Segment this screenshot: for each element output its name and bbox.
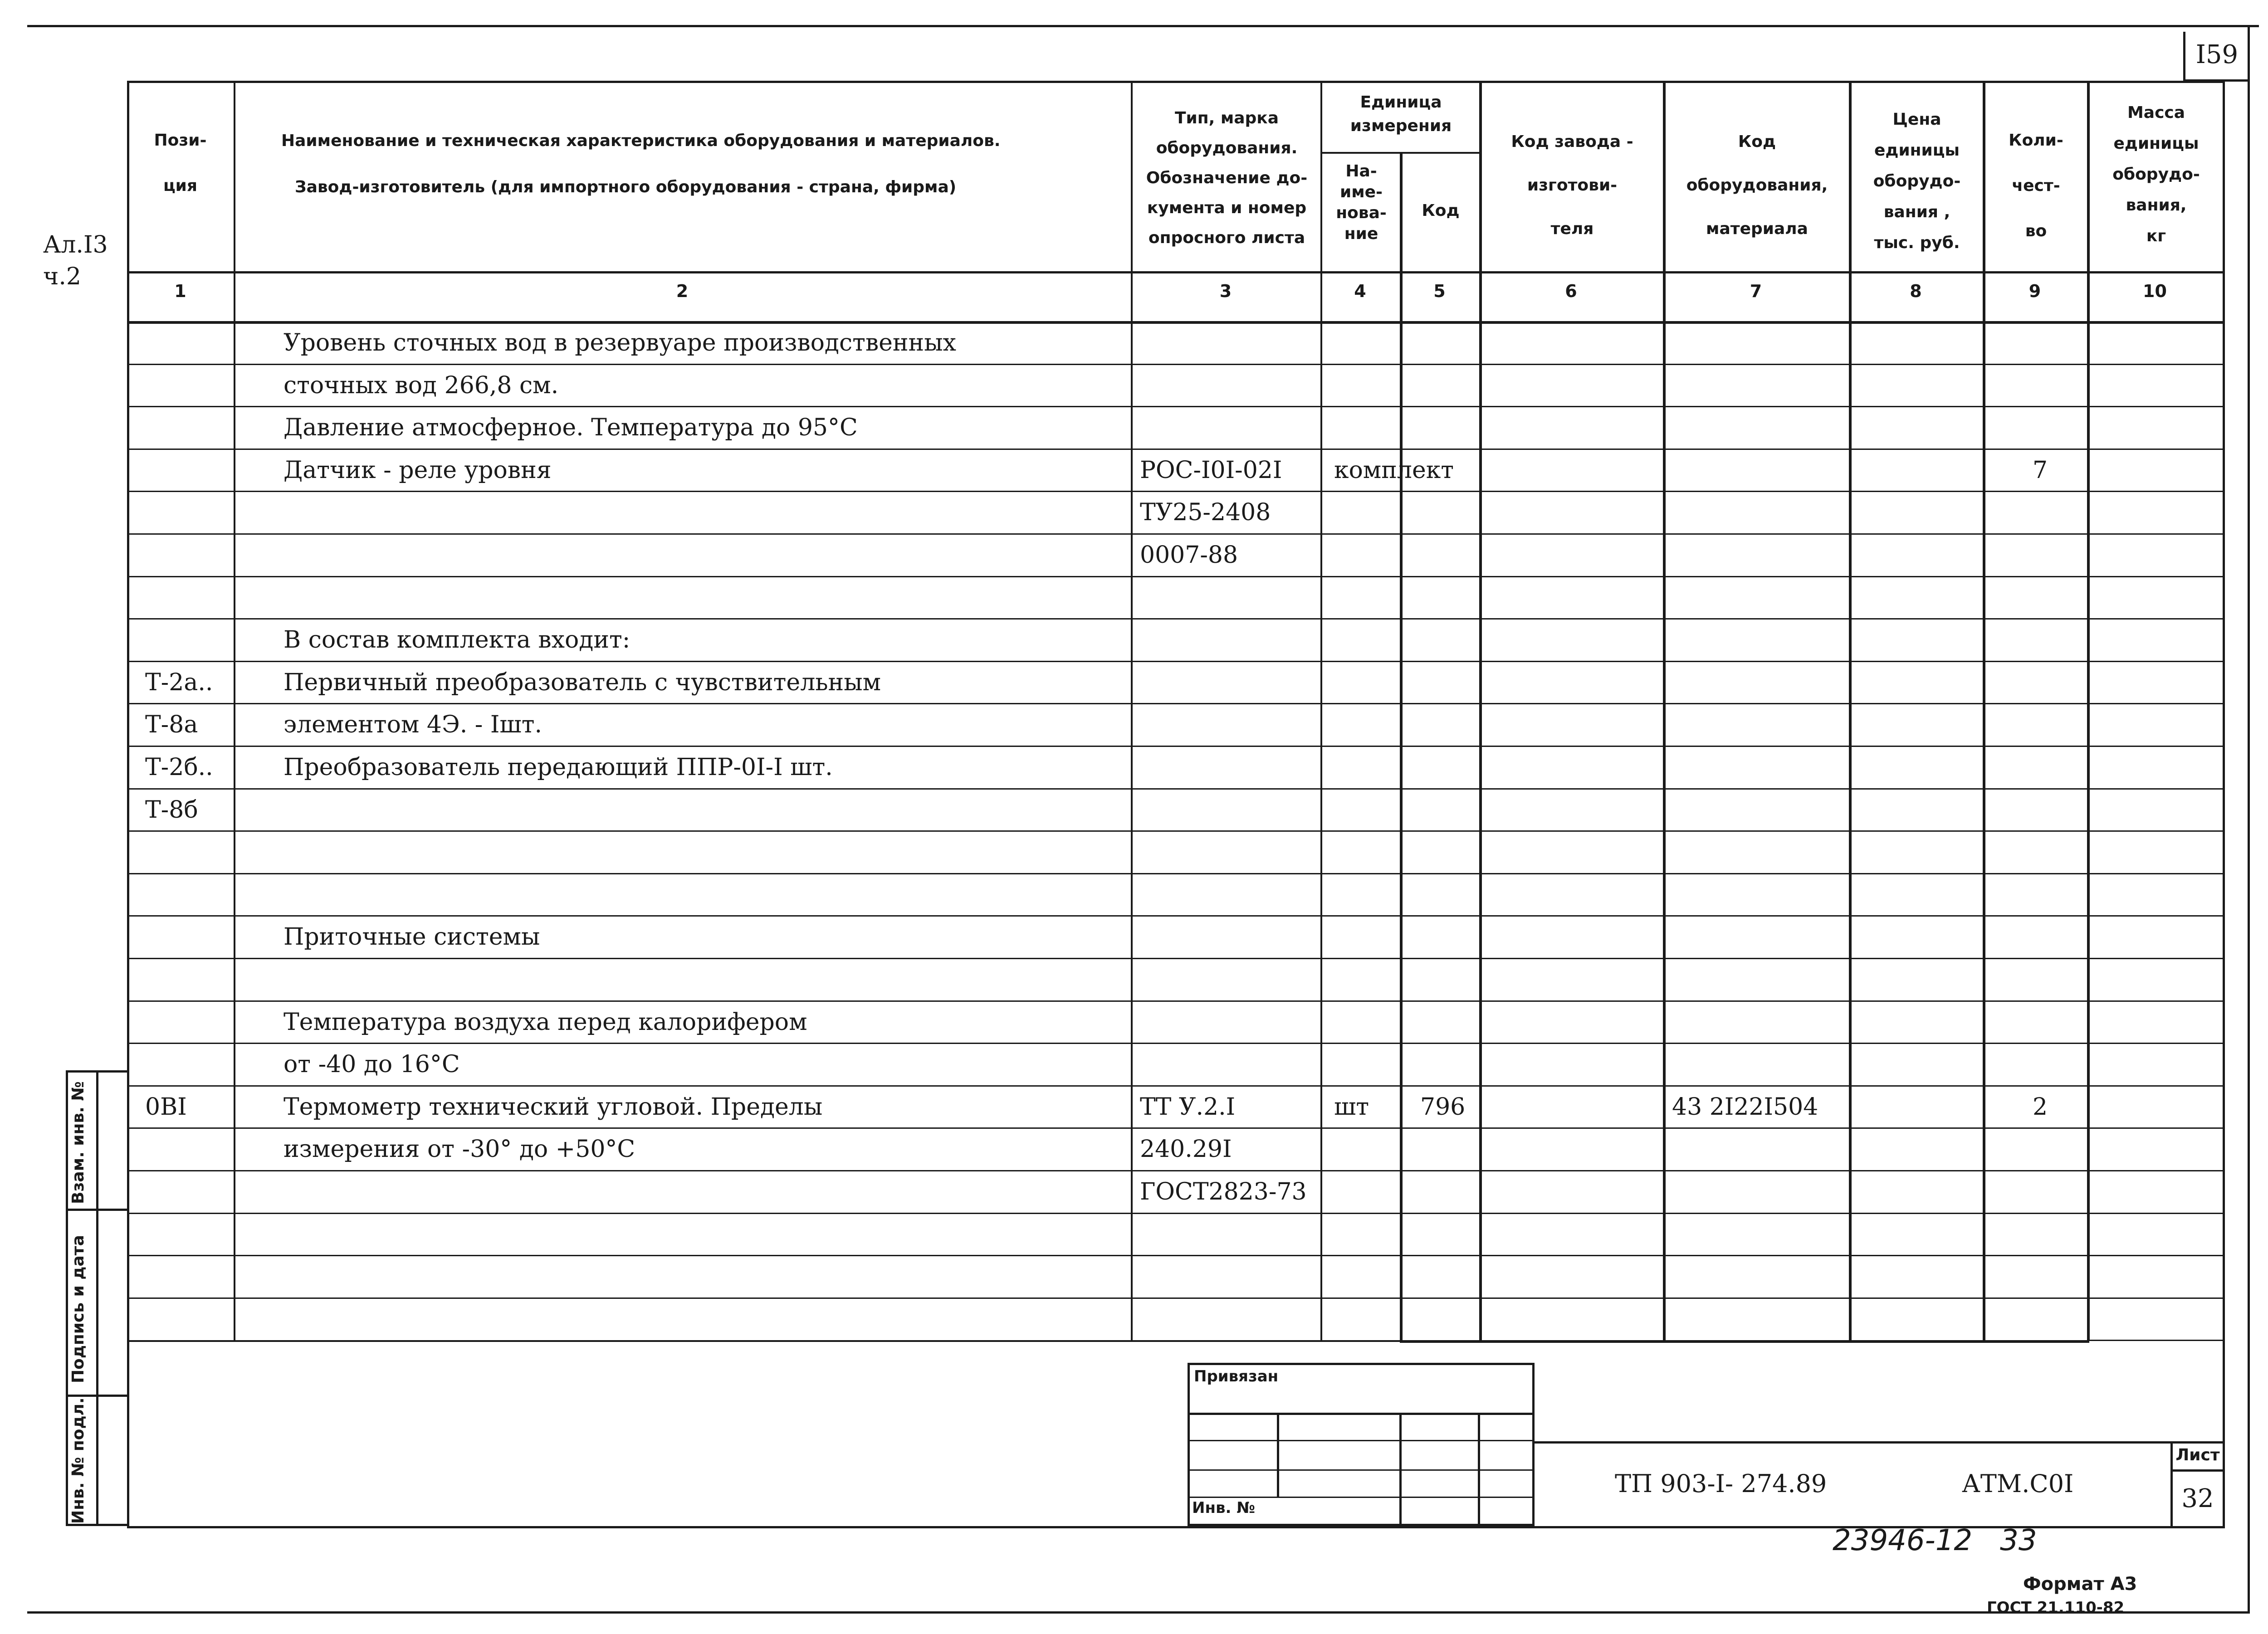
row-separator [127, 618, 2223, 619]
row-separator [127, 1255, 2223, 1256]
table-right-line [2223, 81, 2225, 1526]
column-number: 4 [1354, 281, 1366, 301]
body-bottom-line-right [2087, 1340, 2223, 1341]
row-separator [127, 703, 2223, 704]
row-separator [127, 1213, 2223, 1214]
row-separator [127, 364, 2223, 365]
title-top-line [1535, 1441, 2223, 1444]
table-top-line [127, 81, 2225, 83]
column-number: 7 [1750, 281, 1762, 301]
column-line-6 [1663, 81, 1666, 1340]
column-line-7 [1849, 81, 1852, 1340]
binding-row-1 [1188, 1413, 1535, 1415]
body-bottom-line-left [127, 1340, 1400, 1342]
sheet-label: Лист [2175, 1446, 2220, 1464]
header-mass: Масса единицы оборудо- вания, кг [2112, 103, 2200, 245]
cell-name: Давление атмосферное. Температура до 95°С [284, 414, 858, 442]
row-separator [127, 830, 2223, 832]
row-separator [127, 958, 2223, 959]
header-position: Пози- ция [154, 131, 207, 195]
top-border [27, 25, 2259, 27]
header-name-line2: Завод-изготовитель (для импортного оборудования - страна, фирма) [295, 178, 957, 196]
column-number: 5 [1433, 281, 1446, 301]
format-label: Формат А3 [2023, 1574, 2137, 1595]
side-stamp-row-1 [66, 1209, 129, 1211]
side-stamp-row-2 [66, 1395, 129, 1397]
cell-name: от -40 до 16°С [284, 1051, 460, 1078]
header-bottom-line [127, 271, 2223, 273]
side-note-line1: Ал.I3 [43, 231, 108, 259]
sign-date-label: Подпись и дата [69, 1235, 88, 1383]
binding-row-2 [1188, 1440, 1535, 1441]
cell-name: В состав комплекта входит: [284, 626, 631, 654]
header-name-line1: Наименование и техническая характеристика оборудования и материалов. [281, 132, 1001, 150]
header-unit-group: Единица измерения [1350, 93, 1452, 135]
header-equipment-code: Код оборудования, материала [1686, 132, 1828, 238]
numbers-bottom-line [127, 321, 2223, 324]
gost-label: ГОСТ 21.110-82 [1987, 1599, 2125, 1617]
row-separator [127, 449, 2223, 450]
column-line-1 [234, 81, 235, 1340]
column-number: 10 [2143, 281, 2167, 301]
column-number: 6 [1565, 281, 1577, 301]
cell-type: 0007-88 [1140, 541, 1238, 569]
binding-row-4 [1188, 1497, 1535, 1498]
right-border [2248, 25, 2250, 1612]
header-unit-code: Код [1422, 201, 1460, 220]
row-separator [127, 661, 2223, 662]
header-factory-code: Код завода - изготови- теля [1511, 132, 1633, 238]
header-quantity: Коли- чест- во [2009, 131, 2063, 240]
column-number: 9 [2028, 281, 2041, 301]
bound-label: Привязан [1194, 1367, 1279, 1385]
cell-type: ТТ У.2.I [1140, 1093, 1236, 1121]
cell-name: Преобразователь передающий ППР-0I-I шт. [284, 754, 833, 781]
column-number: 8 [1910, 281, 1922, 301]
side-stamp-divider [96, 1070, 98, 1526]
cell-type: РОС-I0I-02I [1140, 456, 1282, 484]
cell-position: 0BI [145, 1093, 187, 1121]
column-number: 2 [676, 281, 689, 301]
row-separator [127, 873, 2223, 874]
page-number: I59 [2195, 40, 2239, 69]
header-unit-name: На- име- нова- ние [1336, 162, 1387, 243]
header-price: Цена единицы оборудо- вания , тыс. руб. [1873, 110, 1961, 252]
sheet-number: 32 [2181, 1484, 2214, 1513]
row-separator [127, 1085, 2223, 1087]
column-number: 3 [1219, 281, 1232, 301]
sheet-box-divider [2170, 1469, 2223, 1472]
cell-unit: шт [1334, 1093, 1369, 1121]
column-line-2 [1131, 81, 1133, 1340]
row-separator [127, 1297, 2223, 1299]
binding-col-2 [1399, 1413, 1402, 1526]
cell-type: 240.29I [1140, 1136, 1232, 1163]
cell-quantity: 2 [2033, 1093, 2048, 1121]
document-code: ТП 903-I- 274.89 [1615, 1469, 1827, 1498]
row-separator [127, 788, 2223, 790]
binding-col-3 [1478, 1413, 1480, 1526]
column-line-8 [1983, 81, 1985, 1340]
column-line-5 [1479, 81, 1482, 1340]
cell-quantity: 7 [2033, 456, 2048, 484]
cell-name: Первичный преобразователь с чувствительным [284, 668, 881, 696]
binding-col-1 [1277, 1413, 1279, 1497]
cell-name: измерения от -30° до +50°С [284, 1136, 635, 1163]
handwritten-number: 23946-12 33 [1833, 1524, 2037, 1557]
cell-position: Т-8а [145, 711, 198, 739]
cell-unit-code: 796 [1420, 1093, 1466, 1121]
row-separator [127, 533, 2223, 535]
cell-type: ГОСТ2823-73 [1140, 1178, 1307, 1205]
cell-equipment-code: 43 2I22I504 [1672, 1093, 1818, 1121]
replace-inv-label: Взам. инв. № [69, 1081, 88, 1204]
cell-name: элементом 4Э. - Iшт. [284, 711, 543, 739]
row-separator [127, 1127, 2223, 1129]
row-separator [127, 576, 2223, 577]
row-separator [127, 1000, 2223, 1002]
column-line-9 [2087, 81, 2090, 1340]
side-note-line2: ч.2 [43, 263, 81, 290]
column-line-3 [1320, 81, 1322, 1340]
cell-position: Т-2а.. [145, 668, 213, 696]
header-type: Тип, марка оборудования. Обозначение до- кумента и номер опросного листа [1146, 109, 1308, 247]
row-separator [127, 491, 2223, 492]
bottom-border [27, 1611, 2250, 1614]
body-bottom-line [1400, 1340, 2089, 1343]
column-number: 1 [174, 281, 186, 301]
row-separator [127, 915, 2223, 917]
row-separator [127, 406, 2223, 407]
cell-type: ТУ25-2408 [1140, 499, 1271, 527]
cell-name: Приточные системы [284, 923, 540, 951]
cell-name: Температура воздуха перед калорифером [284, 1008, 807, 1036]
binding-row-3 [1188, 1469, 1535, 1471]
inv-orig-label: Инв. № подл. [69, 1397, 88, 1524]
row-separator [127, 746, 2223, 747]
cell-name: сточных вод 266,8 см. [284, 371, 559, 399]
inv-number-label: Инв. № [1192, 1499, 1256, 1517]
cell-position: Т-2б.. [145, 754, 213, 781]
cell-unit: комплект [1334, 456, 1454, 484]
cell-name: Датчик - реле уровня [284, 456, 552, 484]
sheet-code: АТМ.С0I [1962, 1469, 2074, 1498]
cell-name: Уровень сточных вод в резервуаре производственных [284, 329, 956, 356]
row-separator [127, 1170, 2223, 1171]
cell-position: Т-8б [145, 796, 198, 824]
cell-name: Термометр технический угловой. Пределы [284, 1093, 823, 1121]
row-separator [127, 1043, 2223, 1044]
